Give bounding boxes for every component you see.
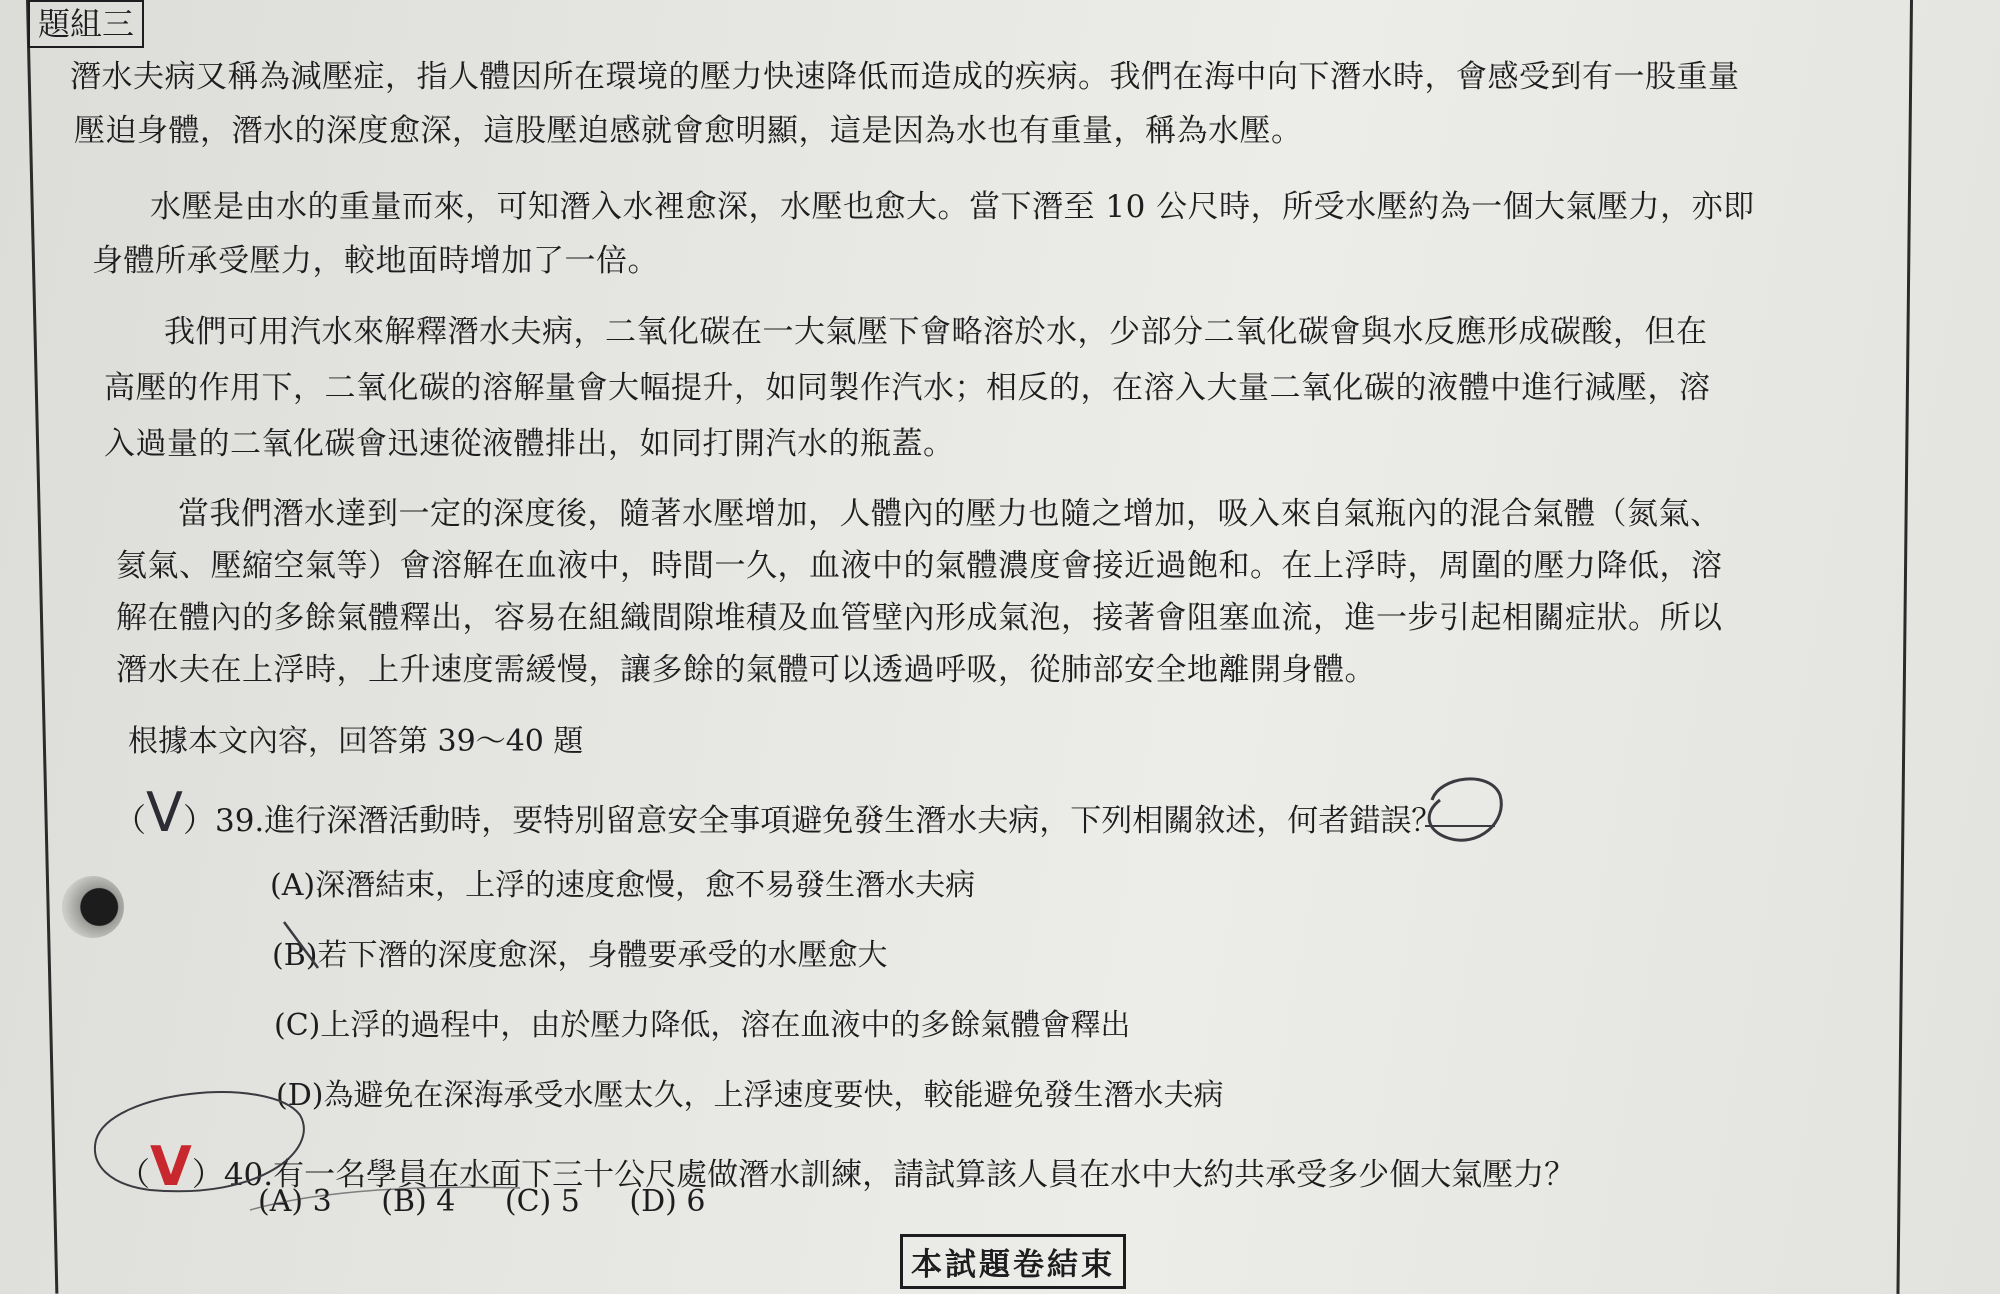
paragraph-3 — [104, 304, 1711, 472]
page-right-border — [1896, 0, 1913, 1294]
paragraph-1 — [70, 50, 1740, 158]
paragraph-4 — [116, 488, 1723, 696]
paragraph-line: 潛水夫在上浮時，上升速度需緩慢，讓多餘的氣體可以透過呼吸，從肺部安全地離開身體。 — [116, 652, 1376, 688]
question-40-options — [258, 1184, 746, 1219]
option-b: (B)若下潛的深度愈深，身體要承受的水壓愈大 — [272, 938, 888, 973]
question-prompt: 根據本文內容，回答第 39～40 題 — [128, 724, 584, 759]
binder-hole — [62, 876, 124, 938]
answer-paren-open: （ — [114, 801, 147, 839]
answer-paren-close: ） — [182, 801, 215, 839]
option-c: (C)上浮的過程中，由於壓力降低，溶在血液中的多餘氣體會釋出 — [274, 1008, 1131, 1043]
handwritten-answer-mark: V — [150, 1135, 192, 1198]
paragraph-line: 我們可用汽水來解釋潛水夫病，二氧化碳在一大氣壓下會略溶於水，少部分二氧化碳會與水反應形成碳酸，但在 — [164, 314, 1708, 350]
option-a: (A)深潛結束，上浮的速度愈慢，愈不易發生潛水夫病 — [270, 868, 976, 903]
question-stem: 39.進行深潛活動時，要特別留意安全事項避免發生潛水夫病，下列相關敘述，何者錯誤？ — [214, 803, 1443, 839]
option-c: (C) 5 — [504, 1184, 580, 1219]
option-a: (A) 3 — [258, 1184, 332, 1219]
answer-paren-open: （ — [118, 1155, 151, 1193]
paragraph-line: 高壓的作用下，二氧化碳的溶解量會大幅提升，如同製作汽水；相反的，在溶入大量二氧化碳的液體中進行減壓，溶 — [104, 370, 1711, 406]
question-39 — [114, 781, 1443, 844]
option-d: (D)為避免在深海承受水壓太久，上浮速度要快，較能避免發生潛水夫病 — [276, 1078, 1224, 1113]
paragraph-line: 入過量的二氧化碳會迅速從液體排出，如同打開汽水的瓶蓋。 — [104, 426, 955, 462]
paragraph-line: 潛水夫病又稱為減壓症，指人體因所在環境的壓力快速降低而造成的疾病。我們在海中向下潛水時，會感受到有一股重量 — [70, 59, 1740, 95]
paragraph-line: 解在體內的多餘氣體釋出，容易在組織間隙堆積及血管壁內形成氣泡，接著會阻塞血流，進一步引起相關症狀。所以 — [116, 600, 1723, 636]
page-left-border — [26, 0, 58, 1294]
paragraph-line: 當我們潛水達到一定的深度後，隨著水壓增加，人體內的壓力也隨之增加，吸入來自氣瓶內的混合氣體（氮氣、 — [178, 496, 1722, 532]
handwritten-answer-mark: V — [146, 781, 183, 844]
end-of-exam-label: 本試題卷結束 — [900, 1234, 1126, 1289]
paragraph-line: 壓迫身體，潛水的深度愈深，這股壓迫感就會愈明顯，這是因為水也有重量，稱為水壓。 — [74, 113, 1303, 149]
option-b: (B) 4 — [381, 1184, 456, 1219]
paragraph-line: 氦氣、壓縮空氣等）會溶解在血液中，時間一久，血液中的氣體濃度會接近過飽和。在上浮時，周圍的壓力降低，溶 — [116, 548, 1723, 584]
paragraph-line: 水壓是由水的重量而來，可知潛入水裡愈深，水壓也愈大。當下潛至 10 公尺時，所受水壓約為一個大氣壓力，亦即 — [150, 189, 1755, 225]
question-group-label: 題組三 — [28, 0, 144, 48]
answer-paren-close: ） — [191, 1155, 224, 1193]
option-d: (D) 6 — [629, 1184, 706, 1219]
paragraph-2 — [92, 180, 1755, 288]
paragraph-line: 身體所承受壓力，較地面時增加了一倍。 — [92, 243, 659, 279]
question-stem: 40.有一名學員在水面下三十公尺處做潛水訓練，請試算該人員在水中大約共承受多少個大氣壓力？ — [223, 1157, 1576, 1193]
